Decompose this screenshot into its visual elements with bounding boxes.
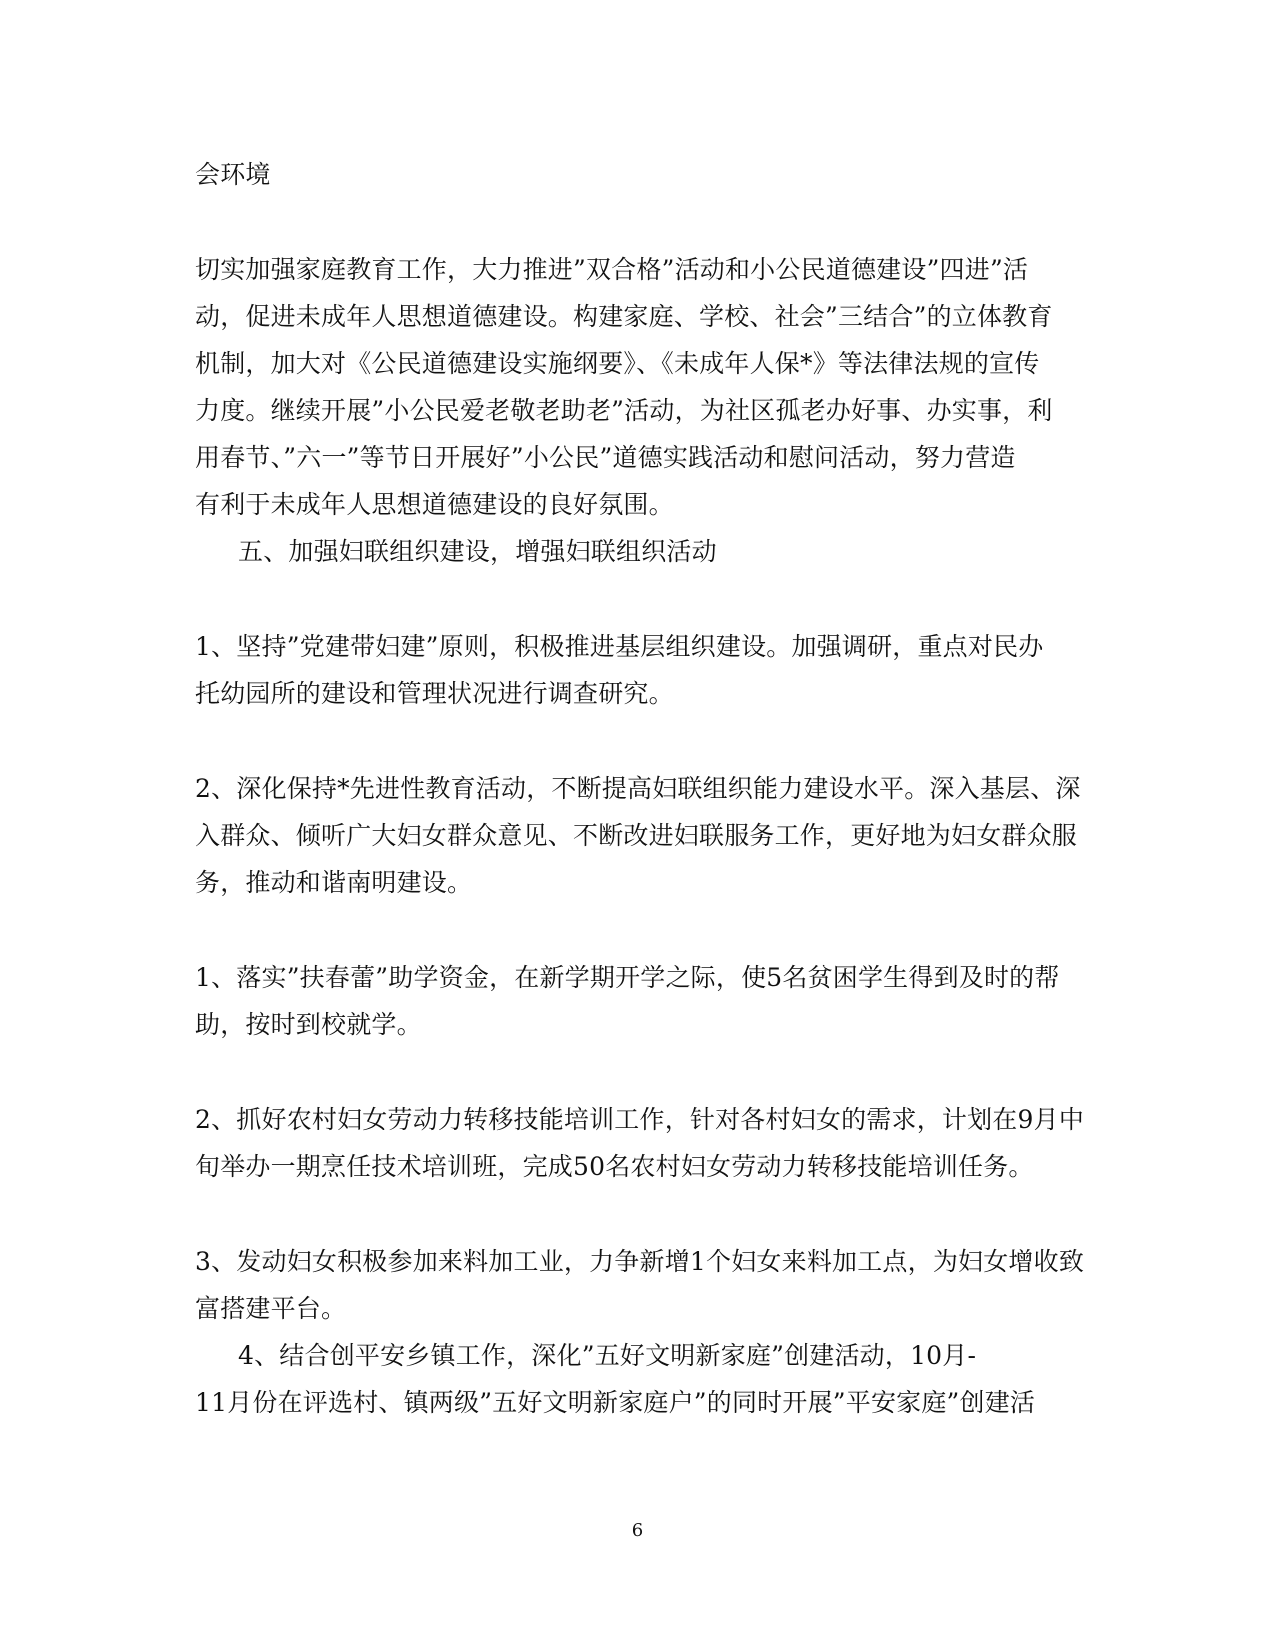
text-line: 会环境: [195, 160, 271, 189]
text-line: 务，推动和谐南明建设。: [195, 868, 473, 897]
text-line: 动，促进未成年人思想道德建设。构建家庭、学校、社会”三结合”的立体教育: [195, 302, 1053, 331]
text-line: 旬举办一期烹任技术培训班，完成50名农村妇女劳动力转移技能培训任务。: [195, 1152, 1034, 1181]
text-line: 托幼园所的建设和管理状况进行调查研究。: [195, 679, 674, 708]
text-line: 2、抓好农村妇女劳动力转移技能培训工作，针对各村妇女的需求，计划在9月中: [195, 1105, 1085, 1134]
text-line: 切实加强家庭教育工作，大力推进”双合格”活动和小公民道德建设”四进”活: [195, 255, 1029, 284]
text-line: 1、坚持”党建带妇建”原则，积极推进基层组织建设。加强调研，重点对民办: [195, 632, 1044, 661]
text-line: 3、发动妇女积极参加来料加工业，力争新增1个妇女来料加工点，为妇女增收致: [195, 1247, 1085, 1276]
text-line: 力度。继续开展”小公民爱老敬老助老”活动，为社区孤老办好事、办实事，利: [195, 396, 1053, 425]
section-heading: 五、加强妇联组织建设，增强妇联组织活动: [238, 537, 717, 566]
text-line: 1、落实”扶春蕾”助学资金，在新学期开学之际，使5名贫困学生得到及时的帮: [195, 963, 1060, 992]
text-line: 11月份在评选村、镇两级”五好文明新家庭户”的同时开展”平安家庭”创建活: [195, 1388, 1036, 1417]
text-line: 有利于未成年人思想道德建设的良好氛围。: [195, 490, 674, 519]
text-line: 助，按时到校就学。: [195, 1010, 422, 1039]
page-number: 6: [631, 1520, 644, 1541]
text-line: 富搭建平台。: [195, 1294, 347, 1323]
text-line: 用春节、”六一”等节日开展好”小公民”道德实践活动和慰问活动，努力营造: [195, 443, 1016, 472]
text-line: 2、深化保持*先进性教育活动，不断提高妇联组织能力建设水平。深入基层、深: [195, 774, 1081, 803]
text-line: 机制，加大对《公民道德建设实施纲要》、《未成年人保*》等法律法规的宣传: [195, 349, 1040, 378]
text-line: 4、结合创平安乡镇工作，深化”五好文明新家庭”创建活动，10月-: [238, 1341, 977, 1370]
text-line: 入群众、倾听广大妇女群众意见、不断改进妇联服务工作，更好地为妇女群众服: [195, 821, 1078, 850]
